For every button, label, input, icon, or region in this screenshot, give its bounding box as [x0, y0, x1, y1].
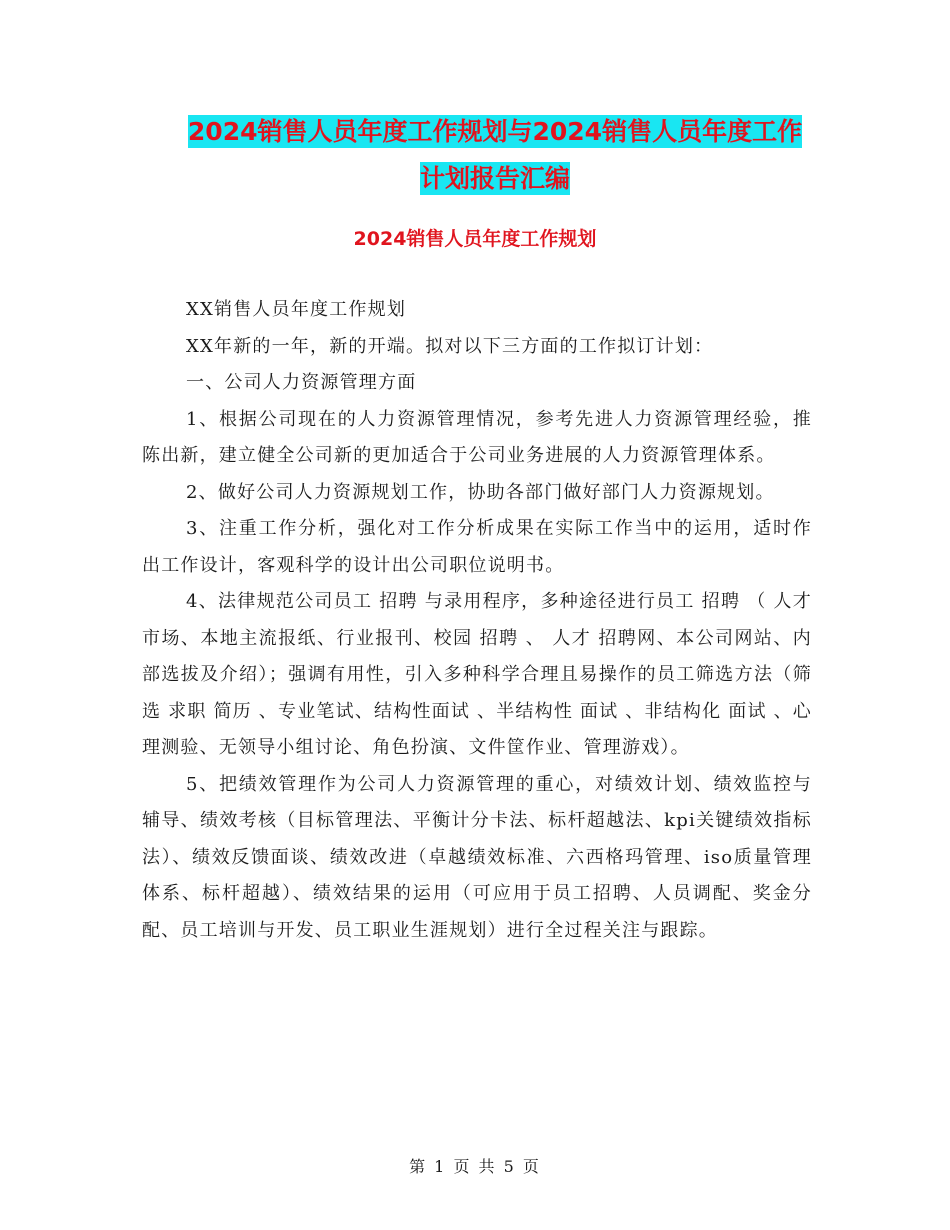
- paragraph-section-1: 一、公司人力资源管理方面: [186, 372, 417, 393]
- section-title: 2024销售人员年度工作规划: [353, 228, 597, 250]
- document-main-title: [140, 108, 850, 202]
- paragraph-item-3: 3、注重工作分析，强化对工作分析成果在实际工作当中的运用，适时作出工作设计，客观科学的设计出公司职位说明书。: [142, 518, 812, 576]
- paragraph-intro: XX年新的一年，新的开端。拟对以下三方面的工作拟订计划：: [186, 335, 714, 357]
- paragraph-item-1: 1、根据公司现在的人力资源管理情况，参考先进人力资源管理经验，推陈出新，建立健全公司新的更加适合于公司业务进展的人力资源管理体系。: [142, 408, 812, 466]
- paragraph-item-4: 4、法律规范公司员工 招聘 与录用程序，多种途径进行员工 招聘 （ 人才 市场、本地主流报纸、行业报刊、校园 招聘 、 人才 招聘网、本公司网站、内部选拔及介绍）；强调有用性，引入多种科学合理且易操作的员工筛选方法（筛选 求职 简历 、专业笔试、结构性面试 、半结构性 面试 、非结构化 面试 、心理测验、无领导小组讨论、角色扮演、文件筐作业、管理游戏）。: [142, 591, 812, 758]
- document-body: [142, 292, 812, 949]
- main-title-line-2: 计划报告汇编: [419, 164, 570, 193]
- paragraph-item-2: 2、做好公司人力资源规划工作，协助各部门做好部门人力资源规划。: [186, 481, 775, 503]
- paragraph-item-5: 5、把绩效管理作为公司人力资源管理的重心，对绩效计划、绩效监控与辅导、绩效考核（目标管理法、平衡计分卡法、标杆超越法、kpi关键绩效指标法）、绩效反馈面谈、绩效改进（卓越绩效标准、六西格玛管理、iso质量管理体系、标杆超越）、绩效结果的运用（可应用于员工招聘、人员调配、奖金分配、员工培训与开发、员工职业生涯规划）进行全过程关注与跟踪。: [142, 773, 812, 941]
- main-title-line-1: 2024销售人员年度工作规划与2024销售人员年度工作: [187, 117, 803, 146]
- page-footer: 第 1 页 共 5 页: [409, 1157, 541, 1176]
- paragraph-heading: XX销售人员年度工作规划: [186, 299, 407, 320]
